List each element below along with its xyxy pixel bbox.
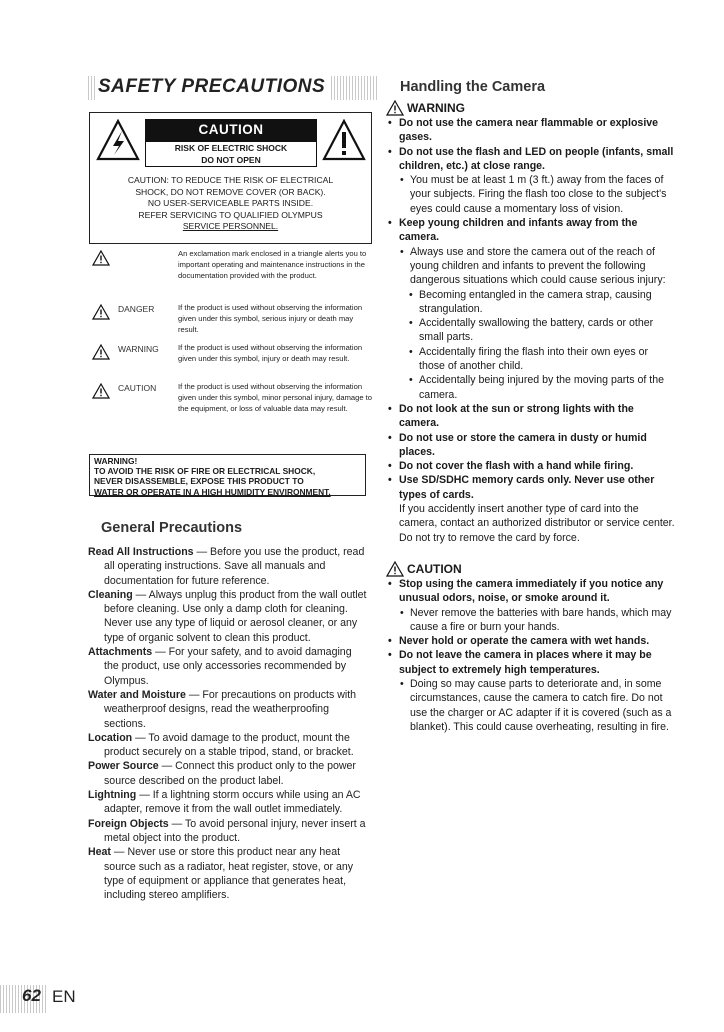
symbol-description: If the product is used without observing the information given under this symbol, injury or death may result. [178, 343, 363, 364]
warning-subitem: • Always use and store the camera out of the reach of young children and infants to prevent the following dangerous situations which could cause serious injury: [386, 245, 676, 288]
caution-line: SERVICE PERSONNEL. [182, 221, 279, 232]
precaution-text: — To avoid personal injury, never insert a metal object into the product. [104, 817, 366, 844]
precaution-item [88, 759, 368, 788]
general-precautions-heading: General Precautions [101, 520, 243, 536]
precaution-term: Foreign Objects [88, 817, 169, 830]
exclamation-warning-icon [322, 119, 366, 161]
precaution-text: — Always unplug this product from the wall outlet before cleaning. Use only a damp cloth for cleaning. Never use any type of liquid or aerosol cleaner, or any type of organic solvent to clean this product. [104, 588, 367, 644]
warning-subitem: • You must be at least 1 m (3 ft.) away from the faces of your subjects. Firing the flash too close to the subject's eyes could cause a momentary loss of vision. [386, 173, 676, 216]
warning-note: If you accidently insert another type of card into the camera, contact an authorized distributor or service center. Do not try to remove the card by force. [399, 503, 675, 544]
precaution-item [88, 817, 368, 846]
symbol-description: If the product is used without observing the information given under this symbol, serious injury or death may result. [178, 303, 363, 335]
precaution-item [88, 688, 368, 731]
caution-heading [386, 561, 676, 577]
precaution-item [88, 845, 368, 902]
precaution-text: — Connect this product only to the power source described on the product label. [104, 760, 356, 787]
precaution-term: Lightning [88, 789, 137, 802]
warning-line: WATER OR OPERATE IN A HIGH HUMIDITY ENVIRONMENT. [94, 486, 331, 497]
precaution-term: Cleaning [88, 588, 133, 601]
caution-item: • Never hold or operate the camera with wet hands. [386, 634, 676, 648]
language-code: EN [52, 987, 76, 1006]
caution-subitem: • Never remove the batteries with bare hands, which may cause a fire or burn your hands. [386, 606, 676, 635]
warning-item: • Do not use the flash and LED on people (infants, small children, etc.) at close range. [386, 145, 676, 174]
shock-line-1: RISK OF ELECTRIC SHOCK [174, 143, 288, 153]
precaution-term: Heat [88, 846, 111, 859]
symbol-description: An exclamation mark enclosed in a triangle alerts you to important operating and maintenance instructions in the documentation provided with the product. [178, 249, 367, 281]
precaution-term: Power Source [88, 760, 159, 773]
symbol-label: WARNING [118, 344, 159, 354]
warning-subsubitem: • Accidentally swallowing the battery, cards or other small parts. [386, 316, 676, 345]
symbol-row-general [92, 248, 370, 298]
exclamation-triangle-icon [386, 100, 404, 116]
fire-shock-warning-box [89, 454, 366, 496]
symbol-row-caution [92, 381, 373, 433]
warning-line: WARNING! [94, 456, 138, 466]
precaution-item [88, 645, 368, 688]
precaution-item [88, 731, 368, 760]
symbol-row-warning [92, 342, 370, 380]
general-precautions-list [88, 545, 368, 902]
page-title: SAFETY PRECAUTIONS [96, 74, 329, 100]
precaution-term: Water and Moisture [88, 688, 186, 701]
precaution-term: Attachments [88, 646, 153, 659]
warning-item: • Do not look at the sun or strong lights with the camera. [386, 402, 676, 431]
warning-item: • Do not cover the flash with a hand while firing. [386, 459, 676, 473]
precaution-item [88, 545, 368, 588]
shock-line-2: DO NOT OPEN [201, 155, 261, 165]
warning-item: • Keep young children and infants away from the camera. [386, 216, 676, 245]
caution-line: CAUTION: TO REDUCE THE RISK OF ELECTRICAL [127, 175, 334, 185]
precaution-text: — If a lightning storm occurs while using an AC adapter, remove it from the wall outlet immediately. [104, 789, 361, 816]
warning-item: • Do not use or store the camera in dusty or humid places. [386, 431, 676, 460]
caution-subitem: • Doing so may cause parts to deteriorate and, in some circumstances, cause the camera to catch fire. Do not use the charger or AC adapter if it is covered (such as a blanket). This could cause overheating, resulting in fire. [386, 677, 676, 734]
caution-text [90, 175, 371, 233]
page-number: 62 [22, 986, 41, 1005]
warning-line: NEVER DISASSEMBLE, EXPOSE THIS PRODUCT TO [94, 476, 304, 487]
caution-badge: CAUTION [145, 119, 317, 141]
exclamation-triangle-icon [92, 304, 110, 320]
caution-line: REFER SERVICING TO QUALIFIED OLYMPUS [138, 209, 323, 220]
exclamation-triangle-icon [386, 561, 404, 577]
caution-line: SHOCK, DO NOT REMOVE COVER (OR BACK). [135, 186, 326, 197]
warning-item: • Use SD/SDHC memory cards only. Never use other types of cards. [386, 473, 676, 502]
caution-label-box [89, 112, 372, 244]
exclamation-triangle-icon [92, 344, 110, 360]
precaution-text: — Never use or store this product near any heat source such as a radiator, heat register, stove, or any type of equipment or appliance that generates heat, including stereo amplifiers. [104, 846, 354, 902]
warning-item: • Do not use the camera near flammable or explosive gases. [386, 116, 676, 145]
warning-line: TO AVOID THE RISK OF FIRE OR ELECTRICAL SHOCK, [94, 466, 316, 477]
precaution-term: Location [88, 731, 133, 744]
caution-item: • Stop using the camera immediately if you notice any unusual odors, noise, or smoke around it. [386, 577, 676, 606]
symbol-label: DANGER [118, 304, 155, 314]
precaution-text: — For your safety, and to avoid damaging the product, use only accessories recommended by Olympus. [104, 646, 352, 687]
warning-subsubitem: • Accidentally firing the flash into their own eyes or those of another child. [386, 345, 676, 374]
warning-subsubitem: • Becoming entangled in the camera strap, causing strangulation. [386, 288, 676, 317]
precaution-item [88, 788, 368, 817]
shock-warning-label [145, 141, 317, 167]
symbol-label: CAUTION [118, 383, 157, 393]
handling-heading: Handling the Camera [400, 79, 546, 95]
precaution-text: — For precautions on products with weatherproof designs, read the weatherproofing sections. [104, 688, 357, 730]
lightning-warning-icon [96, 119, 140, 161]
warning-subsubitem: • Accidentally being injured by the moving parts of the camera. [386, 373, 676, 402]
exclamation-triangle-icon [92, 250, 110, 266]
caution-heading-text: CAUTION [407, 561, 462, 576]
symbol-row-danger [92, 302, 370, 340]
caution-item: • Do not leave the camera in places where it may be subject to extremely high temperatures. [386, 648, 676, 677]
precaution-text: — To avoid damage to the product, mount the product securely on a stable tripod, stand, or bracket. [104, 731, 354, 759]
handling-section [386, 100, 676, 734]
caution-line: NO USER-SERVICEABLE PARTS INSIDE. [147, 198, 314, 209]
exclamation-triangle-icon [92, 383, 110, 399]
symbol-description: If the product is used without observing the information given under this symbol, minor personal injury, damage to the equipment, or loss of valuable data may result. [178, 382, 373, 414]
precaution-item [88, 588, 368, 645]
warning-heading-text: WARNING [407, 100, 465, 115]
warning-heading [386, 100, 676, 116]
precaution-term: Read All Instructions [88, 546, 194, 558]
precaution-text: — Before you use the product, read all operating instructions. Save all manuals and documentation for future reference. [104, 546, 365, 587]
